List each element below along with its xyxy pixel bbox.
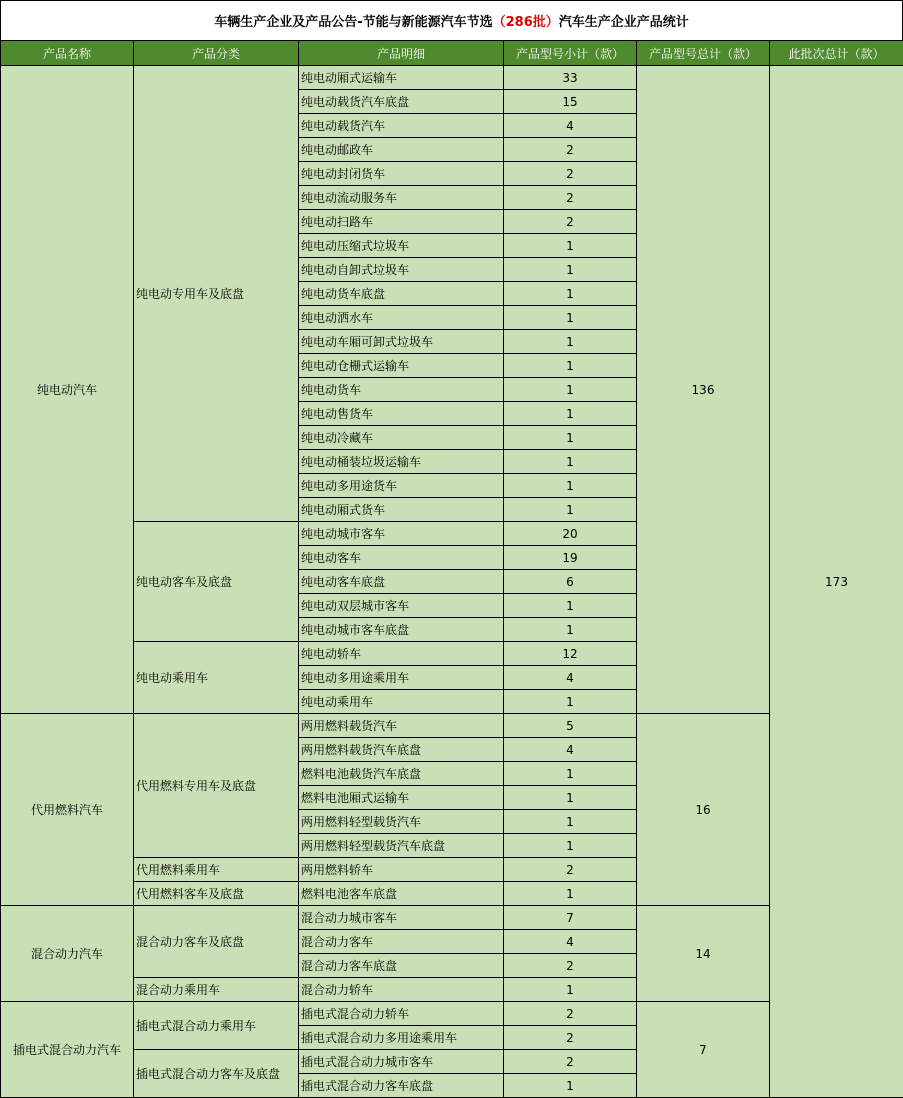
product-name-cell: 混合动力汽车 xyxy=(1,906,134,1002)
product-detail-cell: 纯电动冷藏车 xyxy=(299,426,504,450)
model-total-cell: 16 xyxy=(637,714,770,906)
model-subtotal-cell: 2 xyxy=(504,1026,637,1050)
product-detail-cell: 纯电动厢式运输车 xyxy=(299,66,504,90)
product-detail-cell: 两用燃料载货汽车 xyxy=(299,714,504,738)
table-row xyxy=(1,1002,903,1026)
product-detail-cell: 纯电动客车底盘 xyxy=(299,570,504,594)
product-category-cell: 纯电动乘用车 xyxy=(134,642,299,714)
product-detail-cell: 纯电动轿车 xyxy=(299,642,504,666)
product-detail-cell: 混合动力客车 xyxy=(299,930,504,954)
model-subtotal-cell: 1 xyxy=(504,354,637,378)
model-subtotal-cell: 1 xyxy=(504,978,637,1002)
product-detail-cell: 纯电动双层城市客车 xyxy=(299,594,504,618)
product-detail-cell: 纯电动多用途乘用车 xyxy=(299,666,504,690)
model-subtotal-cell: 4 xyxy=(504,114,637,138)
header-product-category: 产品分类 xyxy=(134,41,299,66)
model-subtotal-cell: 6 xyxy=(504,570,637,594)
product-detail-cell: 燃料电池厢式运输车 xyxy=(299,786,504,810)
product-detail-cell: 插电式混合动力城市客车 xyxy=(299,1050,504,1074)
product-detail-cell: 燃料电池载货汽车底盘 xyxy=(299,762,504,786)
product-detail-cell: 两用燃料轿车 xyxy=(299,858,504,882)
model-total-cell: 136 xyxy=(637,66,770,714)
model-total-cell: 14 xyxy=(637,906,770,1002)
product-detail-cell: 纯电动车厢可卸式垃圾车 xyxy=(299,330,504,354)
model-subtotal-cell: 2 xyxy=(504,1050,637,1074)
product-detail-cell: 混合动力城市客车 xyxy=(299,906,504,930)
product-category-cell: 代用燃料专用车及底盘 xyxy=(134,714,299,858)
product-detail-cell: 两用燃料轻型载货汽车 xyxy=(299,810,504,834)
model-subtotal-cell: 1 xyxy=(504,378,637,402)
model-subtotal-cell: 1 xyxy=(504,810,637,834)
product-detail-cell: 插电式混合动力轿车 xyxy=(299,1002,504,1026)
product-category-cell: 纯电动专用车及底盘 xyxy=(134,66,299,522)
model-subtotal-cell: 2 xyxy=(504,210,637,234)
model-subtotal-cell: 33 xyxy=(504,66,637,90)
header-model-total: 产品型号总计（款） xyxy=(637,41,770,66)
model-subtotal-cell: 1 xyxy=(504,786,637,810)
model-subtotal-cell: 4 xyxy=(504,666,637,690)
model-subtotal-cell: 1 xyxy=(504,234,637,258)
product-detail-cell: 两用燃料轻型载货汽车底盘 xyxy=(299,834,504,858)
model-subtotal-cell: 1 xyxy=(504,594,637,618)
model-subtotal-cell: 12 xyxy=(504,642,637,666)
model-subtotal-cell: 1 xyxy=(504,834,637,858)
table-row xyxy=(1,714,903,738)
model-subtotal-cell: 1 xyxy=(504,690,637,714)
product-detail-cell: 纯电动载货汽车底盘 xyxy=(299,90,504,114)
model-subtotal-cell: 5 xyxy=(504,714,637,738)
product-category-cell: 插电式混合动力客车及底盘 xyxy=(134,1050,299,1098)
title-suffix: 汽车生产企业产品统计 xyxy=(559,11,689,30)
product-detail-cell: 纯电动城市客车 xyxy=(299,522,504,546)
model-subtotal-cell: 1 xyxy=(504,402,637,426)
table-row xyxy=(1,906,903,930)
product-category-cell: 混合动力乘用车 xyxy=(134,978,299,1002)
product-name-cell: 插电式混合动力汽车 xyxy=(1,1002,134,1098)
model-subtotal-cell: 1 xyxy=(504,618,637,642)
table-row xyxy=(1,66,903,90)
header-row xyxy=(1,41,903,66)
product-detail-cell: 纯电动邮政车 xyxy=(299,138,504,162)
model-subtotal-cell: 20 xyxy=(504,522,637,546)
model-subtotal-cell: 1 xyxy=(504,498,637,522)
product-statistics-table xyxy=(0,40,903,1098)
product-detail-cell: 纯电动封闭货车 xyxy=(299,162,504,186)
model-subtotal-cell: 1 xyxy=(504,1074,637,1098)
model-subtotal-cell: 4 xyxy=(504,738,637,762)
product-detail-cell: 纯电动流动服务车 xyxy=(299,186,504,210)
product-detail-cell: 混合动力客车底盘 xyxy=(299,954,504,978)
product-category-cell: 纯电动客车及底盘 xyxy=(134,522,299,642)
header-product-detail: 产品明细 xyxy=(299,41,504,66)
product-category-cell: 代用燃料客车及底盘 xyxy=(134,882,299,906)
model-subtotal-cell: 1 xyxy=(504,306,637,330)
product-category-cell: 代用燃料乘用车 xyxy=(134,858,299,882)
model-subtotal-cell: 2 xyxy=(504,162,637,186)
model-subtotal-cell: 4 xyxy=(504,930,637,954)
product-detail-cell: 纯电动扫路车 xyxy=(299,210,504,234)
header-batch-total: 此批次总计（款） xyxy=(770,41,903,66)
product-detail-cell: 纯电动压缩式垃圾车 xyxy=(299,234,504,258)
header-model-subtotal: 产品型号小计（款） xyxy=(504,41,637,66)
table-header xyxy=(1,41,903,66)
model-subtotal-cell: 2 xyxy=(504,186,637,210)
product-detail-cell: 纯电动自卸式垃圾车 xyxy=(299,258,504,282)
model-subtotal-cell: 2 xyxy=(504,138,637,162)
header-product-name: 产品名称 xyxy=(1,41,134,66)
model-subtotal-cell: 2 xyxy=(504,1002,637,1026)
product-detail-cell: 插电式混合动力多用途乘用车 xyxy=(299,1026,504,1050)
model-subtotal-cell: 2 xyxy=(504,858,637,882)
model-subtotal-cell: 1 xyxy=(504,450,637,474)
product-detail-cell: 纯电动售货车 xyxy=(299,402,504,426)
product-detail-cell: 纯电动仓栅式运输车 xyxy=(299,354,504,378)
model-total-cell: 7 xyxy=(637,1002,770,1098)
product-category-cell: 插电式混合动力乘用车 xyxy=(134,1002,299,1050)
product-detail-cell: 纯电动货车 xyxy=(299,378,504,402)
product-detail-cell: 纯电动桶装垃圾运输车 xyxy=(299,450,504,474)
model-subtotal-cell: 1 xyxy=(504,426,637,450)
model-subtotal-cell: 19 xyxy=(504,546,637,570)
model-subtotal-cell: 2 xyxy=(504,954,637,978)
product-category-cell: 混合动力客车及底盘 xyxy=(134,906,299,978)
product-detail-cell: 两用燃料载货汽车底盘 xyxy=(299,738,504,762)
product-detail-cell: 纯电动多用途货车 xyxy=(299,474,504,498)
product-detail-cell: 燃料电池客车底盘 xyxy=(299,882,504,906)
model-subtotal-cell: 1 xyxy=(504,282,637,306)
table-body xyxy=(1,66,903,1098)
title-batch-highlight: （286批） xyxy=(493,11,559,30)
model-subtotal-cell: 1 xyxy=(504,330,637,354)
product-detail-cell: 纯电动货车底盘 xyxy=(299,282,504,306)
product-detail-cell: 纯电动城市客车底盘 xyxy=(299,618,504,642)
product-name-cell: 代用燃料汽车 xyxy=(1,714,134,906)
product-detail-cell: 纯电动乘用车 xyxy=(299,690,504,714)
model-subtotal-cell: 1 xyxy=(504,258,637,282)
model-subtotal-cell: 1 xyxy=(504,474,637,498)
title-prefix: 车辆生产企业及产品公告-节能与新能源汽车节选 xyxy=(214,11,492,30)
page-title xyxy=(0,0,903,40)
product-detail-cell: 纯电动厢式货车 xyxy=(299,498,504,522)
batch-total-cell: 173 xyxy=(770,66,903,1098)
model-subtotal-cell: 1 xyxy=(504,882,637,906)
product-detail-cell: 混合动力轿车 xyxy=(299,978,504,1002)
model-subtotal-cell: 15 xyxy=(504,90,637,114)
model-subtotal-cell: 1 xyxy=(504,762,637,786)
product-detail-cell: 插电式混合动力客车底盘 xyxy=(299,1074,504,1098)
product-detail-cell: 纯电动客车 xyxy=(299,546,504,570)
product-name-cell: 纯电动汽车 xyxy=(1,66,134,714)
model-subtotal-cell: 7 xyxy=(504,906,637,930)
product-detail-cell: 纯电动洒水车 xyxy=(299,306,504,330)
product-detail-cell: 纯电动载货汽车 xyxy=(299,114,504,138)
